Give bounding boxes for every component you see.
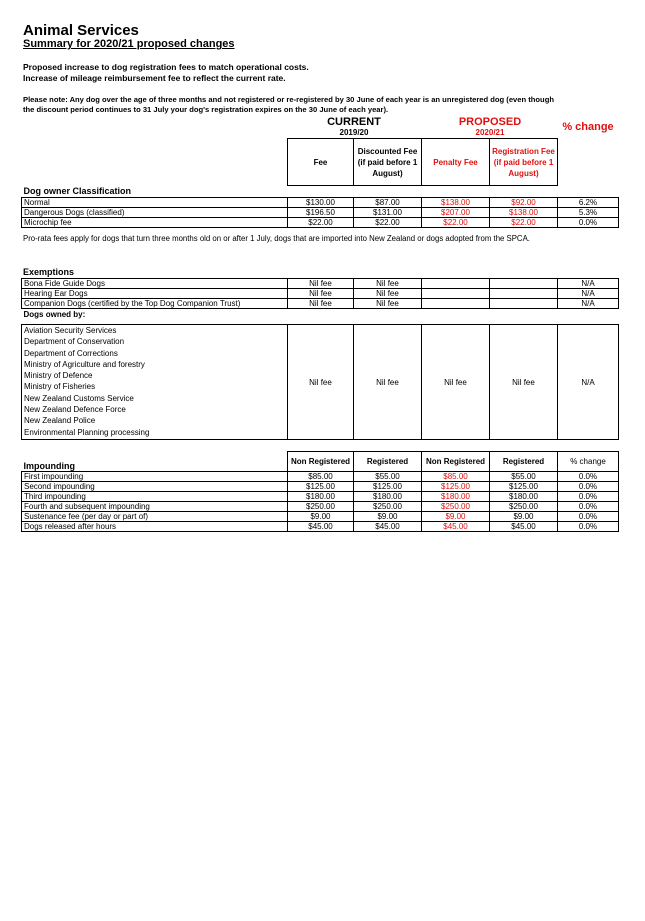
proposed-reg-header: Registered xyxy=(490,452,558,472)
discounted-cell: $22.00 xyxy=(354,218,422,228)
table-row xyxy=(22,472,619,482)
discounted-cell: $87.00 xyxy=(354,198,422,208)
prorata-note: Pro-rata fees apply for dogs that turn three months old on or after 1 July, dogs that are imported into New Zealand or dogs adopted from the SPCA. xyxy=(23,234,530,243)
fee-header: Fee xyxy=(288,139,354,186)
owner-agency-list xyxy=(22,325,288,440)
penalty-cell: $207.00 xyxy=(422,208,490,218)
proposed-nonreg-cell: $85.00 xyxy=(422,472,490,482)
impounding-table xyxy=(21,451,619,532)
registration-cell: $138.00 xyxy=(490,208,558,218)
impounding-section-label: Impounding xyxy=(23,461,75,471)
exemptions-section-label: Exemptions xyxy=(23,267,75,277)
table-row xyxy=(22,289,619,299)
owned-registration-cell: Nil fee xyxy=(490,325,558,440)
row-label: Fourth and subsequent impounding xyxy=(22,502,288,512)
row-label: First impounding xyxy=(22,472,288,482)
row-label: Second impounding xyxy=(22,482,288,492)
current-nonreg-cell: $180.00 xyxy=(288,492,354,502)
table-row xyxy=(22,502,619,512)
pct-cell: N/A xyxy=(558,279,619,289)
fee-cell: Nil fee xyxy=(288,289,354,299)
current-reg-header: Registered xyxy=(354,452,422,472)
intro-line-1: Proposed increase to dog registration fees to match operational costs. xyxy=(23,62,309,72)
table-row xyxy=(22,492,619,502)
current-reg-cell: $45.00 xyxy=(354,522,422,532)
intro-line-2: Increase of mileage reimbursement fee to reflect the current rate. xyxy=(23,73,286,83)
list-item: Ministry of Defence xyxy=(24,371,93,381)
exemptions-table xyxy=(21,278,619,319)
note-line-2: the discount period continues to 31 July your dog's registration expires on the 30 June of each year). xyxy=(23,105,389,114)
proposed-reg-cell: $125.00 xyxy=(490,482,558,492)
proposed-reg-cell: $250.00 xyxy=(490,502,558,512)
fee-cell: Nil fee xyxy=(288,299,354,309)
proposed-reg-cell: $180.00 xyxy=(490,492,558,502)
fee-cell: Nil fee xyxy=(288,279,354,289)
proposed-nonreg-cell: $180.00 xyxy=(422,492,490,502)
registration-cell: $22.00 xyxy=(490,218,558,228)
current-nonreg-cell: $250.00 xyxy=(288,502,354,512)
proposed-nonreg-cell: $45.00 xyxy=(422,522,490,532)
discounted-fee-header: Discounted Fee (if paid before 1 August) xyxy=(354,139,422,186)
owned-pct-cell: N/A xyxy=(558,325,619,440)
current-nonreg-cell: $85.00 xyxy=(288,472,354,482)
page-subtitle: Summary for 2020/21 proposed changes xyxy=(23,38,235,50)
table-row xyxy=(22,482,619,492)
row-label: Dogs released after hours xyxy=(22,522,288,532)
current-nonreg-cell: $9.00 xyxy=(288,512,354,522)
owner-section-label: Dog owner Classification xyxy=(23,185,132,196)
current-reg-cell: $9.00 xyxy=(354,512,422,522)
row-label: Dangerous Dogs (classified) xyxy=(22,208,288,218)
proposed-reg-cell: $9.00 xyxy=(490,512,558,522)
list-item: Ministry of Agriculture and forestry xyxy=(24,359,145,369)
current-nonreg-header: Non Registered xyxy=(288,452,354,472)
table-row xyxy=(22,198,619,208)
list-item: New Zealand Police xyxy=(24,416,96,426)
current-reg-cell: $55.00 xyxy=(354,472,422,482)
current-year-label: 2019/20 xyxy=(339,128,369,137)
impound-pct-header: % change xyxy=(558,452,619,472)
fee-cell: $196.50 xyxy=(288,208,354,218)
discounted-cell: Nil fee xyxy=(354,299,422,309)
table-row xyxy=(22,208,619,218)
table-row xyxy=(22,279,619,289)
discounted-cell: Nil fee xyxy=(354,279,422,289)
proposed-nonreg-header: Non Registered xyxy=(422,452,490,472)
penalty-fee-header: Penalty Fee xyxy=(422,139,490,186)
penalty-cell: $22.00 xyxy=(422,218,490,228)
registration-note xyxy=(23,95,623,115)
owner-fee-table xyxy=(21,138,619,228)
row-label: Sustenance fee (per day or part of) xyxy=(22,512,288,522)
list-item: Department of Corrections xyxy=(24,348,118,358)
note-line-1: Please note: Any dog over the age of three months and not registered or re-registered by 30 June of each year is an unregistered dog (even though xyxy=(23,95,554,104)
list-item: New Zealand Defence Force xyxy=(24,405,126,415)
list-item: Ministry of Fisheries xyxy=(24,382,96,392)
current-nonreg-cell: $125.00 xyxy=(288,482,354,492)
pct-cell: 0.0% xyxy=(558,492,619,502)
fee-cell: $130.00 xyxy=(288,198,354,208)
proposed-group-label: PROPOSED xyxy=(458,116,522,128)
penalty-cell: $138.00 xyxy=(422,198,490,208)
table-row xyxy=(22,299,619,309)
dogs-owned-by-label: Dogs owned by: xyxy=(23,309,86,319)
registration-fee-header: Registration Fee (if paid before 1 August) xyxy=(490,139,558,186)
proposed-nonreg-cell: $9.00 xyxy=(422,512,490,522)
table-row xyxy=(22,522,619,532)
registration-cell: $92.00 xyxy=(490,198,558,208)
proposed-reg-cell: $55.00 xyxy=(490,472,558,482)
list-item: Environmental Planning processing xyxy=(24,427,150,437)
proposed-nonreg-cell: $250.00 xyxy=(422,502,490,512)
owned-fee-cell: Nil fee xyxy=(288,325,354,440)
list-item: Department of Conservation xyxy=(24,337,125,347)
pct-cell: 0.0% xyxy=(558,218,619,228)
table-row xyxy=(22,218,619,228)
dogs-owned-table xyxy=(21,324,619,440)
pct-cell: N/A xyxy=(558,289,619,299)
current-reg-cell: $125.00 xyxy=(354,482,422,492)
row-label: Microchip fee xyxy=(22,218,288,228)
owned-discounted-cell: Nil fee xyxy=(354,325,422,440)
row-label: Hearing Ear Dogs xyxy=(22,289,288,299)
pct-cell: 5.3% xyxy=(558,208,619,218)
owned-penalty-cell: Nil fee xyxy=(422,325,490,440)
page-title: Animal Services xyxy=(23,22,139,39)
proposed-reg-cell: $45.00 xyxy=(490,522,558,532)
list-item: Aviation Security Services xyxy=(24,326,117,335)
pct-cell: N/A xyxy=(558,299,619,309)
pct-change-label: % change xyxy=(562,121,614,133)
list-item: New Zealand Customs Service xyxy=(24,393,134,403)
pct-cell: 0.0% xyxy=(558,502,619,512)
current-reg-cell: $250.00 xyxy=(354,502,422,512)
discounted-cell: Nil fee xyxy=(354,289,422,299)
discounted-cell: $131.00 xyxy=(354,208,422,218)
current-reg-cell: $180.00 xyxy=(354,492,422,502)
current-group-label: CURRENT xyxy=(327,116,381,128)
table-row xyxy=(22,512,619,522)
current-nonreg-cell: $45.00 xyxy=(288,522,354,532)
fee-cell: $22.00 xyxy=(288,218,354,228)
proposed-nonreg-cell: $125.00 xyxy=(422,482,490,492)
row-label: Bona Fide Guide Dogs xyxy=(22,279,288,289)
pct-cell: 0.0% xyxy=(558,522,619,532)
proposed-year-label: 2020/21 xyxy=(475,128,505,137)
row-label: Third impounding xyxy=(22,492,288,502)
pct-cell: 6.2% xyxy=(558,198,619,208)
row-label: Companion Dogs (certified by the Top Dog Companion Trust) xyxy=(22,299,288,309)
pct-cell: 0.0% xyxy=(558,512,619,522)
pct-cell: 0.0% xyxy=(558,472,619,482)
pct-cell: 0.0% xyxy=(558,482,619,492)
row-label: Normal xyxy=(22,198,288,208)
